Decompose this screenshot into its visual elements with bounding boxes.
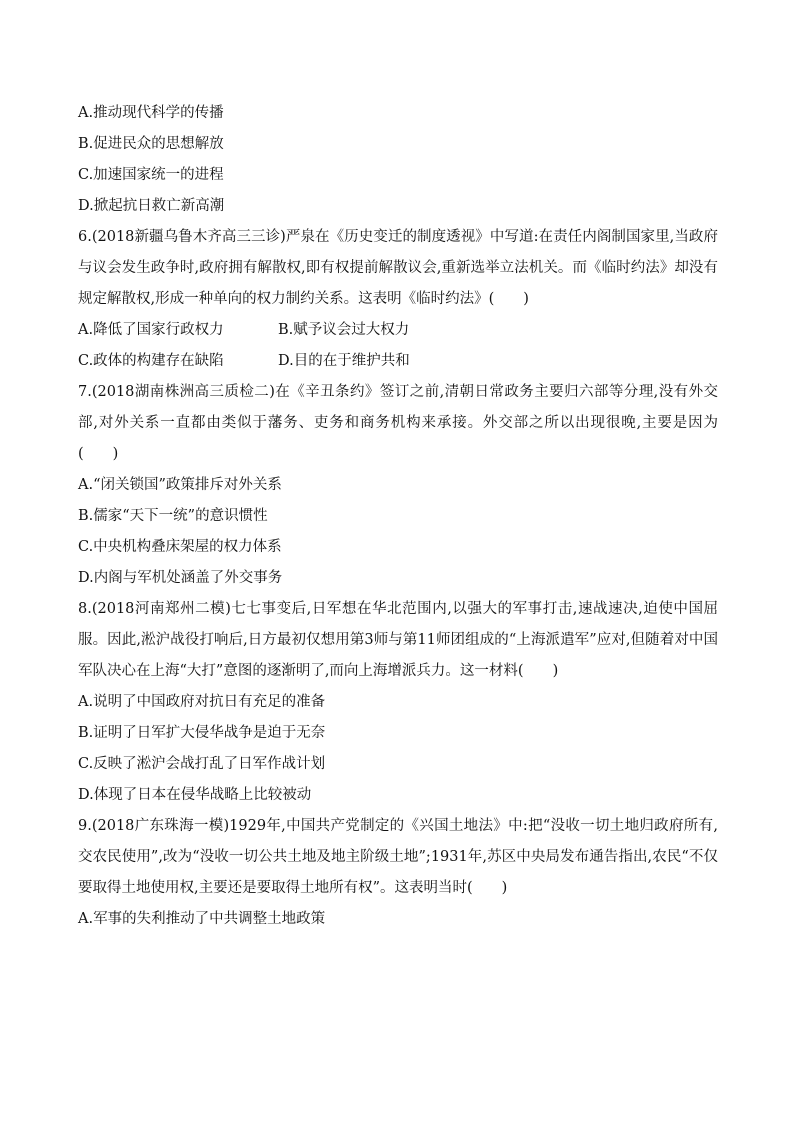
q6-option-row-1 bbox=[78, 315, 718, 346]
q6-option-d[interactable]: D.目的在于维护共和 bbox=[278, 353, 410, 369]
q5-option-d[interactable]: D.掀起抗日救亡新高潮 bbox=[78, 198, 225, 214]
q6-option-c[interactable]: C.政体的构建存在缺陷 bbox=[78, 353, 224, 369]
question-9 bbox=[78, 811, 718, 935]
question-5-options bbox=[78, 98, 718, 222]
q8-option-d[interactable]: D.体现了日本在侵华战略上比较被动 bbox=[78, 787, 312, 803]
q9-option-a[interactable]: A.军事的失利推动了中共调整土地政策 bbox=[78, 911, 326, 927]
q6-option-b[interactable]: B.赋予议会过大权力 bbox=[278, 322, 410, 338]
q6-option-a[interactable]: A.降低了国家行政权力 bbox=[78, 322, 224, 338]
q7-stem: 7.(2018湖南株洲高三质检二)在《辛丑条约》签订之前,清朝日常政务主要归六部等分理,没有外交部,对外关系一直都由类似于藩务、吏务和商务机构来承接。外交部之所以出现很晚,主要是因为( ) bbox=[78, 384, 718, 462]
q6-option-row-2 bbox=[78, 346, 718, 377]
q9-stem: 9.(2018广东珠海一模)1929年,中国共产党制定的《兴国土地法》中:把“没收一切土地归政府所有,交农民使用”,改为“没收一切公共土地及地主阶级土地”;1931年,苏区中央局发布通告指出,农民“不仅要取得土地使用权,主要还是要取得土地所有权”。这表明当时( ) bbox=[78, 818, 718, 896]
q5-option-b[interactable]: B.促进民众的思想解放 bbox=[78, 136, 224, 152]
q8-option-c[interactable]: C.反映了淞沪会战打乱了日军作战计划 bbox=[78, 756, 326, 772]
question-6 bbox=[78, 222, 718, 377]
q7-option-b[interactable]: B.儒家“天下一统”的意识惯性 bbox=[78, 508, 268, 524]
q7-option-c[interactable]: C.中央机构叠床架屋的权力体系 bbox=[78, 539, 282, 555]
question-8 bbox=[78, 594, 718, 811]
q7-option-a[interactable]: A.“闭关锁国”政策排斥对外关系 bbox=[78, 477, 282, 493]
q5-option-a[interactable]: A.推动现代科学的传播 bbox=[78, 105, 224, 121]
q6-stem: 6.(2018新疆乌鲁木齐高三三诊)严泉在《历史变迁的制度透视》中写道:在责任内阁制国家里,当政府与议会发生政争时,政府拥有解散权,即有权提前解散议会,重新选举立法机关。而《临时约法》却没有规定解散权,形成一种单向的权力制约关系。这表明《临时约法》( ) bbox=[78, 229, 718, 307]
question-7 bbox=[78, 377, 718, 594]
document-page bbox=[78, 98, 718, 935]
q8-option-b[interactable]: B.证明了日军扩大侵华战争是迫于无奈 bbox=[78, 725, 326, 741]
q8-stem: 8.(2018河南郑州二模)七七事变后,日军想在华北范围内,以强大的军事打击,速战速决,迫使中国屈服。因此,淞沪战役打响后,日方最初仅想用第3师与第11师团组成的“上海派遣军”应对,但随着对中国军队决心在上海“大打”意图的逐渐明了,而向上海增派兵力。这一材料( ) bbox=[78, 601, 718, 679]
q8-option-a[interactable]: A.说明了中国政府对抗日有充足的准备 bbox=[78, 694, 326, 710]
q7-option-d[interactable]: D.内阁与军机处涵盖了外交事务 bbox=[78, 570, 283, 586]
q5-option-c[interactable]: C.加速国家统一的进程 bbox=[78, 167, 224, 183]
